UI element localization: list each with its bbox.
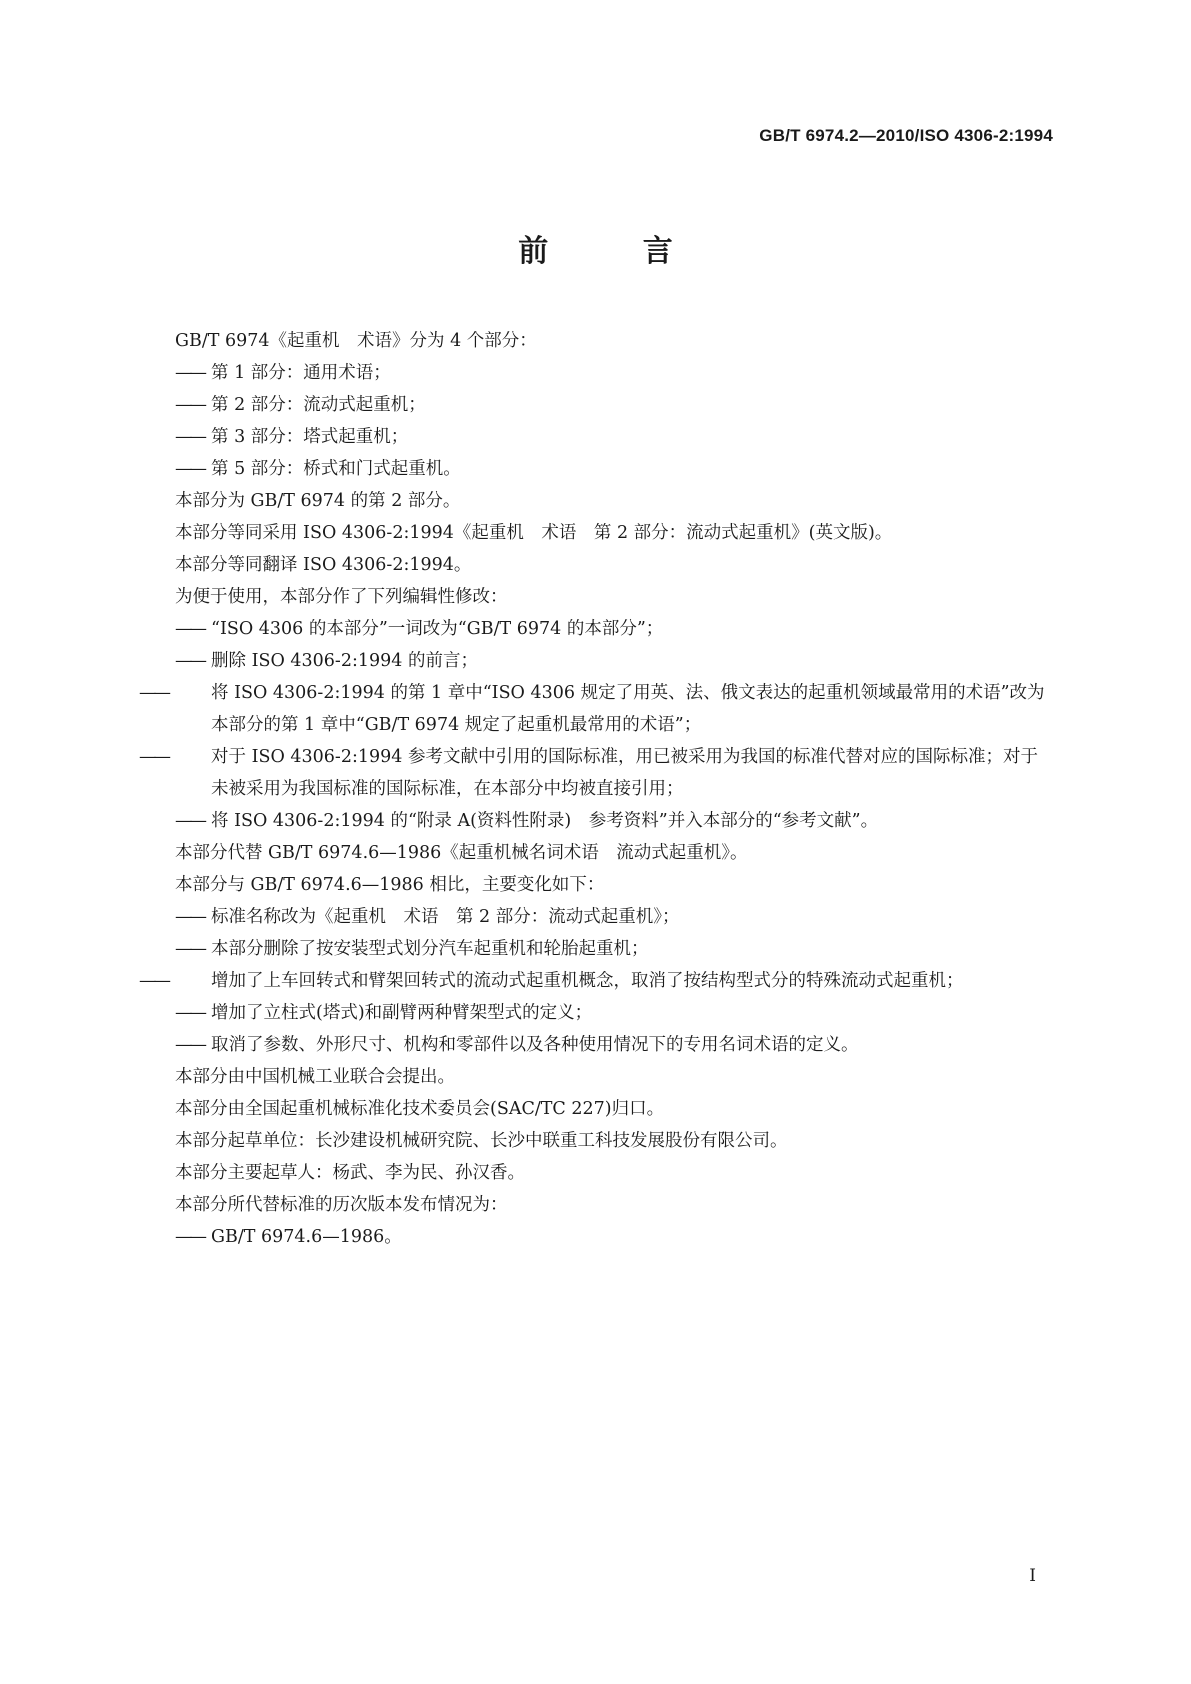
dash-mark: —— xyxy=(175,1227,204,1247)
dash-mark: —— xyxy=(175,363,204,383)
list-item-text: 第 5 部分：桥式和门式起重机。 xyxy=(211,459,461,479)
list-item xyxy=(139,677,1055,741)
page-number: I xyxy=(1029,1566,1036,1586)
list-item xyxy=(175,645,1055,677)
dash-mark: —— xyxy=(139,683,168,703)
list-item xyxy=(175,997,1055,1029)
dash-mark: —— xyxy=(175,907,204,927)
list-item xyxy=(175,1029,1055,1061)
paragraph: 本部分起草单位：长沙建设机械研究院、长沙中联重工科技发展股份有限公司。 xyxy=(175,1131,788,1151)
paragraph: 本部分所代替标准的历次版本发布情况为： xyxy=(175,1195,508,1215)
dash-mark: —— xyxy=(175,395,204,415)
dash-mark: —— xyxy=(139,747,168,767)
list-item-text: 将 ISO 4306-2:1994 的“附录 A(资料性附录) 参考资料”并入本部分的“参考文献”。 xyxy=(211,811,879,831)
list-item-text: GB/T 6974.6—1986。 xyxy=(211,1227,402,1247)
list-item-text: 第 3 部分：塔式起重机； xyxy=(211,427,409,447)
standard-code-header: GB/T 6974.2—2010/ISO 4306-2:1994 xyxy=(759,126,1053,145)
page-title: 前 言 xyxy=(518,234,715,269)
paragraph: 本部分为 GB/T 6974 的第 2 部分。 xyxy=(175,491,461,511)
dash-mark: —— xyxy=(175,811,204,831)
paragraph: 本部分与 GB/T 6974.6—1986 相比，主要变化如下： xyxy=(175,875,605,895)
list-item-text: 本部分删除了按安装型式划分汽车起重机和轮胎起重机； xyxy=(211,939,649,959)
dash-mark: —— xyxy=(175,651,204,671)
list-item xyxy=(175,901,1055,933)
dash-mark: —— xyxy=(175,459,204,479)
paragraph: 本部分由全国起重机械标准化技术委员会(SAC/TC 227)归口。 xyxy=(175,1099,665,1119)
dash-mark: —— xyxy=(139,971,168,991)
list-item xyxy=(175,453,1055,485)
paragraph: GB/T 6974《起重机 术语》分为 4 个部分： xyxy=(175,331,537,351)
list-item xyxy=(139,741,1055,805)
list-item-text: 对于 ISO 4306-2:1994 参考文献中引用的国际标准，用已被采用为我国的标准代替对应的国际标准；对于未被采用为我国标准的国际标准，在本部分中均被直接引用； xyxy=(211,747,1038,799)
paragraph: 本部分等同采用 ISO 4306-2:1994《起重机 术语 第 2 部分：流动式起重机》(英文版)。 xyxy=(175,523,893,543)
list-item xyxy=(175,357,1055,389)
list-item-text: “ISO 4306 的本部分”一词改为“GB/T 6974 的本部分”； xyxy=(211,619,664,639)
list-item-text: 第 2 部分：流动式起重机； xyxy=(211,395,426,415)
list-item-text: 将 ISO 4306-2:1994 的第 1 章中“ISO 4306 规定了用英、法、俄文表达的起重机领域最常用的术语”改为本部分的第 1 章中“GB/T 6974 规定了起重机最常用的术语”； xyxy=(211,683,1045,735)
paragraph: 本部分由中国机械工业联合会提出。 xyxy=(175,1067,455,1087)
paragraph: 本部分主要起草人：杨武、李为民、孙汉香。 xyxy=(175,1163,525,1183)
dash-mark: —— xyxy=(175,1035,204,1055)
list-item xyxy=(175,421,1055,453)
paragraph: 本部分等同翻译 ISO 4306-2:1994。 xyxy=(175,555,472,575)
dash-mark: —— xyxy=(175,1003,204,1023)
paragraph: 本部分代替 GB/T 6974.6—1986《起重机械名词术语 流动式起重机》。 xyxy=(175,843,748,863)
list-item xyxy=(175,389,1055,421)
list-item xyxy=(175,613,1055,645)
paragraph: 为便于使用，本部分作了下列编辑性修改： xyxy=(175,587,508,607)
dash-mark: —— xyxy=(175,619,204,639)
foreword-body xyxy=(139,325,1055,1253)
list-item xyxy=(175,805,1055,837)
list-item xyxy=(175,1221,1055,1253)
list-item xyxy=(139,965,1055,997)
list-item-text: 增加了立柱式(塔式)和副臂两种臂架型式的定义； xyxy=(211,1003,593,1023)
list-item-text: 第 1 部分：通用术语； xyxy=(211,363,391,383)
dash-mark: —— xyxy=(175,939,204,959)
list-item-text: 删除 ISO 4306-2:1994 的前言； xyxy=(211,651,478,671)
list-item-text: 增加了上车回转式和臂架回转式的流动式起重机概念，取消了按结构型式分的特殊流动式起重机； xyxy=(211,971,964,991)
dash-mark: —— xyxy=(175,427,204,447)
list-item-text: 取消了参数、外形尺寸、机构和零部件以及各种使用情况下的专用名词术语的定义。 xyxy=(211,1035,859,1055)
list-item xyxy=(175,933,1055,965)
list-item-text: 标准名称改为《起重机 术语 第 2 部分：流动式起重机》； xyxy=(211,907,680,927)
